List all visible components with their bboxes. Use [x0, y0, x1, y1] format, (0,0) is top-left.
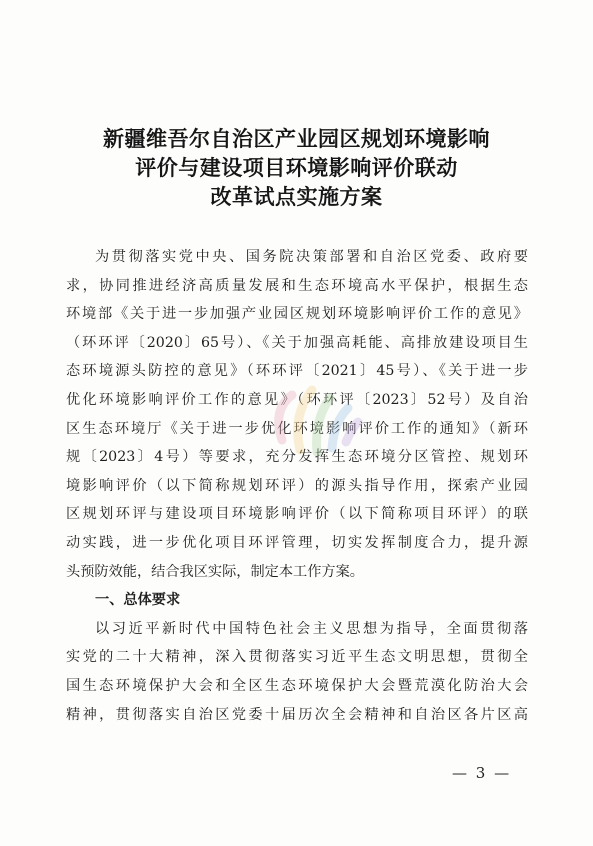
- paragraph-line: 环境部《关于进一步加强产业园区规划环境影响评价工作的意见》: [66, 306, 528, 323]
- paragraph-line: 优化环境影响评价工作的意见》（环环评〔2023〕52号）及自治: [66, 391, 528, 408]
- paragraph-line: 国生态环境保护大会和全区生态环境保护大会暨荒漠化防治大会: [66, 677, 528, 694]
- paragraph-line: 精神，贯彻落实自治区党委十届历次全会精神和自治区各片区高: [66, 706, 528, 723]
- paragraph-line: 头预防效能，结合我区实际，制定本工作方案。: [66, 563, 364, 580]
- title-line-1: 新疆维吾尔自治区产业园区规划环境影响: [103, 126, 490, 151]
- paragraph-line: 区生态环境厅《关于进一步优化环境影响评价工作的通知》（新环: [66, 420, 528, 437]
- page-number: — 3 —: [452, 764, 512, 782]
- paragraph-line: 实党的二十大精神，深入贯彻落实习近平生态文明思想，贯彻全: [66, 649, 528, 666]
- title-line-3: 改革试点实施方案: [210, 184, 383, 209]
- paragraph-line: 规〔2023〕4号）等要求，充分发挥生态环境分区管控、规划环: [66, 449, 528, 466]
- paragraph-line: 态环境源头防控的意见》（环环评〔2021〕45号）、《关于进一步: [66, 363, 528, 380]
- paragraph-line: 动实践，进一步优化项目环评管理，切实发挥制度合力，提升源: [66, 534, 528, 551]
- title-line-2: 评价与建设项目环境影响评价联动: [135, 155, 458, 180]
- paragraph-line: 以习近平新时代中国特色社会主义思想为指导，全面贯彻落: [95, 620, 528, 637]
- paragraph-line: 区规划环评与建设项目环境影响评价（以下简称项目环评）的联: [66, 506, 528, 523]
- paragraph-line: 为贯彻落实党中央、国务院决策部署和自治区党委、政府要: [95, 249, 528, 265]
- section-heading: 一、总体要求: [95, 592, 181, 609]
- document-title: [0, 124, 593, 211]
- paragraph-line: 境影响评价（以下简称规划环评）的源头指导作用，探索产业园: [66, 477, 528, 494]
- paragraph-line: 求，协同推进经济高质量发展和生态环境高水平保护，根据生态: [66, 277, 528, 294]
- document-body: [66, 243, 528, 729]
- paragraph-line: （环环评〔2020〕65号）、《关于加强高耗能、高排放建设项目生: [66, 334, 528, 351]
